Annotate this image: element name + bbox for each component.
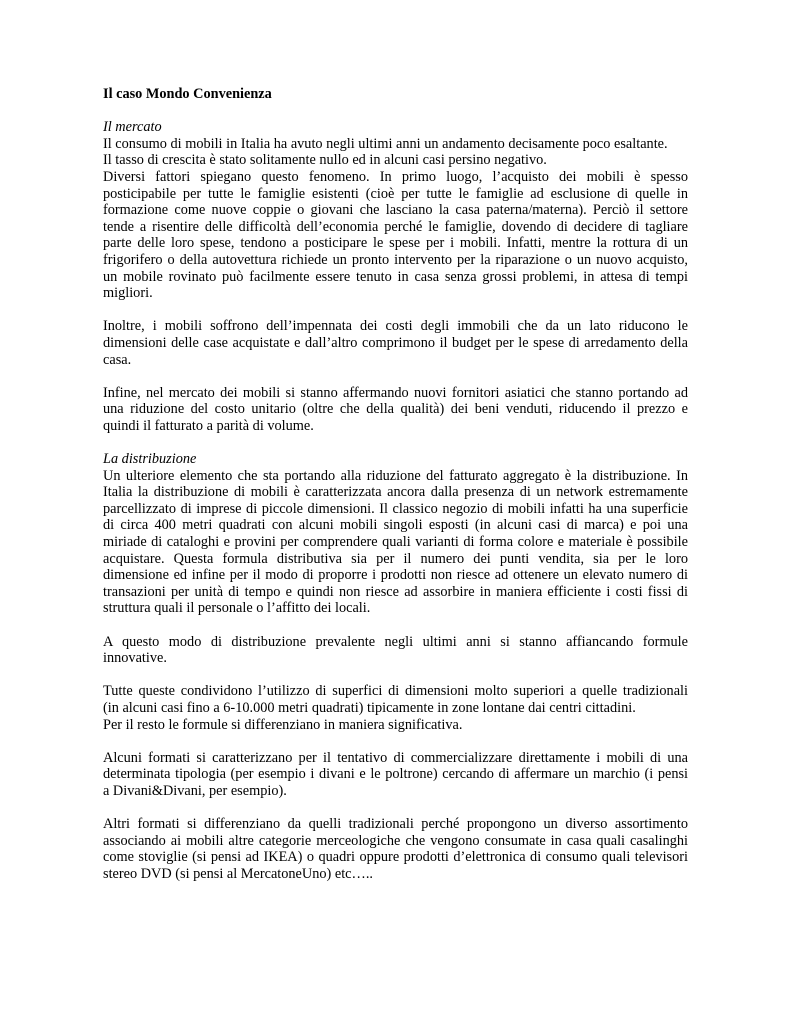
text-line: Infine, nel mercato dei mobili si stanno affermando nuovi fornitori asiatici che stanno portando ad — [103, 384, 688, 401]
text-line: struttura quali il personale o l’affitto dei locali. — [103, 600, 371, 617]
text-line: miriade di cataloghi e provini per comprendere quali varianti di forma colore e materiale è possibile — [103, 534, 688, 551]
text-line: acquistare. Questa formula distributiva sia per il numero dei punti vendita, sia per le loro — [103, 550, 688, 567]
document-body — [103, 119, 688, 882]
text-line: parte delle loro spese, tendono a posticipare le spese per i mobili. Infatti, mentre la rottura di un — [103, 235, 688, 252]
text-line: tende a risentire delle difficoltà dell’economia perché le famiglie, dovendo di decidere di tagliare — [103, 218, 688, 235]
text-line: casa. — [103, 351, 132, 368]
paragraph — [103, 169, 688, 302]
text-line: A questo modo di distribuzione prevalente negli ultimi anni si stanno affiancando formule — [103, 633, 688, 650]
text-line: dimensione ed infine per il modo di proporre i prodotti non riesce ad ottenere un elevato numero di — [103, 567, 688, 584]
paragraph — [103, 683, 688, 733]
text-line: parcellizzato di imprese di piccole dimensioni. Il classico negozio di mobili infatti ha una superficie — [103, 500, 688, 517]
text-line: posticipabile per tutte le famiglie esistenti (cioè per tutte le famiglie ad esclusione di quelle in — [103, 185, 688, 202]
paragraph — [103, 385, 688, 435]
text-line: frigorifero o della autovettura richiede un pronto intervento per la riparazione o un nuovo acquisto, — [103, 251, 688, 268]
text-line: Diversi fattori spiegano questo fenomeno. In primo luogo, l’acquisto dei mobili è spesso — [103, 168, 688, 185]
text-line: a Divani&Divani, per esempio). — [103, 782, 287, 799]
text-line: Altri formati si differenziano da quelli tradizionali perché propongono un diverso assortimento — [103, 816, 688, 833]
text-line: stereo DVD (si pensi al MercatoneUno) etc….. — [103, 865, 373, 882]
text-line: innovative. — [103, 650, 167, 667]
text-line: Alcuni formati si caratterizzano per il tentativo di commercializzare direttamente i mobili di una — [103, 749, 688, 766]
text-line: (in alcuni casi fino a 6-10.000 metri quadrati) tipicamente in zone lontane dai centri cittadini. — [103, 699, 636, 716]
text-line: un mobile rovinato può facilmente essere tenuto in casa senza grossi problemi, in attesa di tempi — [103, 268, 688, 285]
paragraph — [103, 750, 688, 800]
text-line: quindi il fatturato a parità di volume. — [103, 417, 314, 434]
document-title: Il caso Mondo Convenienza — [103, 86, 272, 102]
text-line: Italia la distribuzione di mobili è caratterizzata ancora dalla presenza di un network estremamente — [103, 484, 688, 501]
text-line: formazione come nuove coppie o giovani che lasciano la casa paterna/materna). Perciò il settore — [103, 202, 688, 219]
text-line: Il tasso di crescita è stato solitamente nullo ed in alcuni casi persino negativo. — [103, 152, 547, 169]
text-line: dimensioni delle case acquistate e dall’altro comprimono il budget per le spese di arredamento della — [103, 334, 688, 351]
text-line: Un ulteriore elemento che sta portando alla riduzione del fatturato aggregato è la distribuzione. In — [103, 467, 688, 484]
text-line: determinata tipologia (per esempio i divani e le poltrone) cercando di affermare un marchio (i pensi — [103, 766, 688, 783]
text-line: di circa 400 metri quadrati con alcuni mobili singoli esposti (in alcuni casi di marca) e poi una — [103, 517, 688, 534]
text-line: Inoltre, i mobili soffrono dell’impennata dei costi degli immobili che da un lato riducono le — [103, 318, 688, 335]
paragraph — [103, 816, 688, 882]
paragraph — [103, 136, 688, 169]
text-line: come stoviglie (si pensi ad IKEA) o quadri oppure prodotti d’elettronica di consumo quali televisori — [103, 849, 688, 866]
text-line: migliori. — [103, 285, 153, 302]
text-line: Il consumo di mobili in Italia ha avuto negli ultimi anni un andamento decisamente poco esaltante. — [103, 135, 668, 152]
document-page — [103, 86, 688, 899]
section-heading: Il mercato — [103, 119, 162, 136]
text-line: una riduzione del costo unitario (oltre che della qualità) dei beni venduti, riducendo il prezzo e — [103, 401, 688, 418]
text-line: associando ai mobili altre categorie merceologiche che vengono consumate in casa quali casalinghi — [103, 832, 688, 849]
text-line: Tutte queste condividono l’utilizzo di superfici di dimensioni molto superiori a quelle tradizionali — [103, 683, 688, 700]
paragraph — [103, 468, 688, 617]
paragraph — [103, 634, 688, 667]
paragraph — [103, 318, 688, 368]
text-line: transazioni per unità di tempo e quindi non riesce ad assorbire in maniera efficiente i costi fissi di — [103, 583, 688, 600]
text-line: Per il resto le formule si differenziano in maniera significativa. — [103, 716, 463, 733]
section-heading: La distribuzione — [103, 451, 197, 468]
